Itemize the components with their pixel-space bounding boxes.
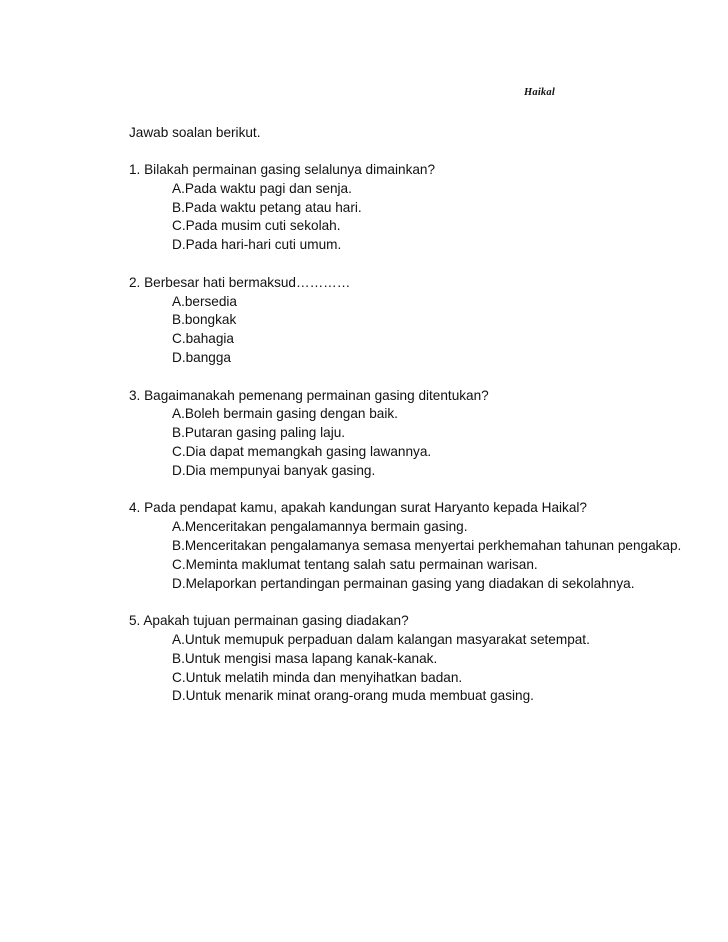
- option-text: Untuk melatih minda dan menyihatkan badan.: [185, 669, 463, 685]
- question-1-options: [129, 180, 689, 255]
- question-1-option-c: [129, 217, 689, 236]
- option-letter: C.: [172, 669, 186, 685]
- question-3: [129, 387, 689, 481]
- question-4-text: 4. Pada pendapat kamu, apakah kandungan surat Haryanto kepada Haikal?: [129, 500, 587, 516]
- option-letter: C.: [172, 218, 186, 234]
- author-name: Haikal: [524, 87, 555, 98]
- question-5: [129, 612, 689, 706]
- question-2-option-a: [129, 293, 689, 312]
- question-3-option-d: [129, 462, 689, 481]
- option-text: Untuk menarik minat orang-orang muda membuat gasing.: [185, 688, 534, 704]
- option-text: Pada hari-hari cuti umum.: [185, 237, 342, 253]
- question-1-option-d: [129, 236, 689, 255]
- option-text: bahagia: [185, 331, 234, 347]
- option-letter: A.: [172, 180, 185, 196]
- question-3-option-a: [129, 405, 689, 424]
- option-text: bersedia: [184, 293, 237, 309]
- question-5-option-b: [129, 650, 689, 669]
- question-5-options: [129, 631, 689, 706]
- question-5-option-a: [129, 631, 689, 650]
- option-text: Untuk memupuk perpaduan dalam kalangan masyarakat setempat.: [184, 631, 590, 647]
- option-letter: D.: [172, 688, 186, 704]
- option-text: bangga: [185, 349, 231, 365]
- option-text: Menceritakan pengalamanya semasa menyertai perkhemahan tahunan pengakap.: [184, 537, 682, 553]
- option-letter: C.: [172, 556, 186, 572]
- option-letter: B.: [172, 425, 185, 441]
- option-text: Meminta maklumat tentang salah satu permainan warisan.: [185, 556, 538, 572]
- question-2-option-b: [129, 311, 689, 330]
- option-letter: D.: [172, 237, 186, 253]
- question-3-option-b: [129, 424, 689, 443]
- question-3-options: [129, 405, 689, 480]
- option-letter: A.: [172, 293, 185, 309]
- question-4-option-b: [129, 537, 689, 556]
- question-3-text: 3. Bagaimanakah pemenang permainan gasing ditentukan?: [129, 387, 489, 403]
- question-2-option-d: [129, 349, 689, 368]
- question-list: [129, 161, 689, 725]
- option-letter: C.: [172, 443, 186, 459]
- option-text: Boleh bermain gasing dengan baik.: [184, 406, 398, 422]
- question-5-text: 5. Apakah tujuan permainan gasing diadakan?: [129, 613, 409, 629]
- question-1-option-a: [129, 180, 689, 199]
- question-2-option-c: [129, 330, 689, 349]
- question-4-option-d: [129, 575, 689, 594]
- option-letter: C.: [172, 331, 186, 347]
- option-letter: D.: [172, 575, 186, 591]
- question-1-option-b: [129, 199, 689, 218]
- question-4-options: [129, 518, 689, 593]
- question-4: [129, 499, 689, 593]
- option-letter: A.: [172, 406, 185, 422]
- option-letter: A.: [172, 631, 185, 647]
- question-4-option-c: [129, 556, 689, 575]
- option-text: Pada musim cuti sekolah.: [185, 218, 341, 234]
- option-text: Pada waktu pagi dan senja.: [184, 180, 352, 196]
- question-5-option-d: [129, 687, 689, 706]
- option-text: bongkak: [184, 312, 237, 328]
- option-letter: D.: [172, 349, 186, 365]
- option-letter: D.: [172, 462, 186, 478]
- question-2: [129, 274, 689, 368]
- option-text: Pada waktu petang atau hari.: [184, 199, 362, 215]
- option-text: Menceritakan pengalamannya bermain gasing.: [184, 519, 468, 535]
- option-letter: B.: [172, 537, 185, 553]
- question-5-option-c: [129, 669, 689, 688]
- option-text: Melaporkan pertandingan permainan gasing yang diadakan di sekolahnya.: [185, 575, 635, 591]
- question-2-options: [129, 293, 689, 368]
- option-text: Dia mempunyai banyak gasing.: [185, 462, 376, 478]
- option-text: Putaran gasing paling laju.: [184, 425, 346, 441]
- question-1-text: 1. Bilakah permainan gasing selalunya dimainkan?: [129, 162, 436, 177]
- instruction-text: Jawab soalan berikut.: [129, 125, 261, 140]
- option-letter: B.: [172, 199, 185, 215]
- option-letter: A.: [172, 519, 185, 535]
- option-letter: B.: [172, 650, 185, 666]
- option-text: Untuk mengisi masa lapang kanak-kanak.: [184, 650, 438, 666]
- question-2-text: 2. Berbesar hati bermaksud…………: [129, 274, 351, 290]
- question-1: [129, 161, 689, 255]
- option-letter: B.: [172, 312, 185, 328]
- question-3-option-c: [129, 443, 689, 462]
- option-text: Dia dapat memangkah gasing lawannya.: [185, 443, 432, 459]
- question-4-option-a: [129, 518, 689, 537]
